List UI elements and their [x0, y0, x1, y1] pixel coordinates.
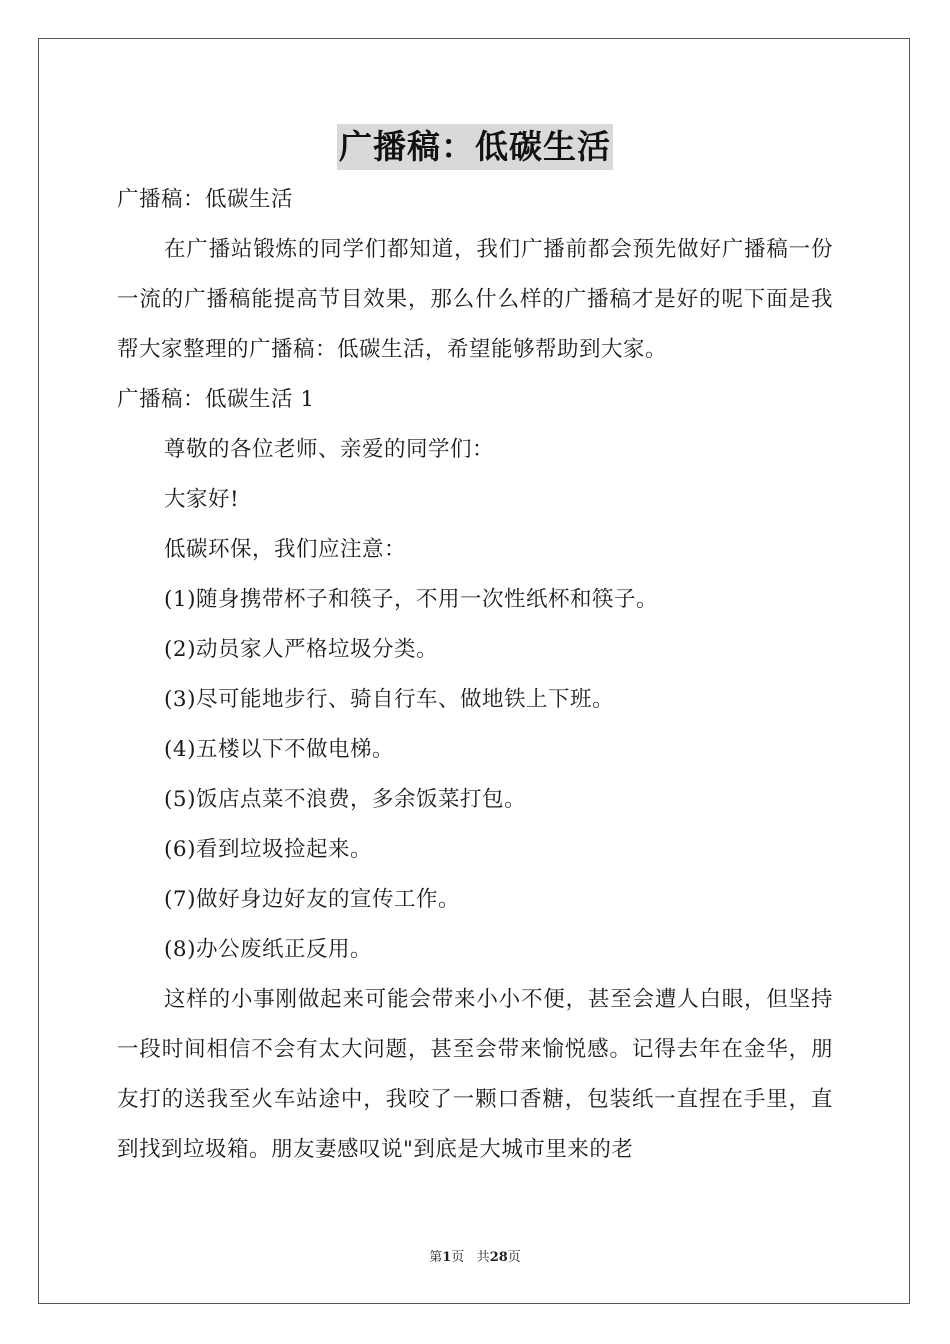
- body-paragraph: 这样的小事刚做起来可能会带来小小不便，甚至会遭人白眼，但坚持一段时间相信不会有太大问题，甚至会带来愉悦感。记得去年在金华，朋友打的送我至火车站途中，我咬了一颗口香糖，包装纸一直捏在手里，直到找到垃圾箱。朋友妻感叹说"到底是大城市里来的老: [117, 987, 833, 1162]
- document-body: [117, 175, 833, 1175]
- list-item: (7)做好身边好友的宣传工作。: [164, 887, 460, 912]
- total-prefix: 共: [476, 1250, 490, 1265]
- subtitle-paragraph: 广播稿：低碳生活: [117, 187, 294, 212]
- page-prefix: 第: [429, 1250, 443, 1265]
- list-intro: 低碳环保，我们应注意：: [164, 537, 407, 562]
- greeting: 大家好!: [164, 487, 240, 512]
- salutation: 尊敬的各位老师、亲爱的同学们：: [164, 437, 495, 462]
- list-item: (8)办公废纸正反用。: [164, 937, 372, 962]
- page-number: 1: [442, 1250, 452, 1265]
- document-title: 广播稿：低碳生活: [337, 124, 613, 170]
- list-item: (5)饭店点菜不浪费，多余饭菜打包。: [164, 787, 526, 812]
- list-item: (1)随身携带杯子和筷子，不用一次性纸杯和筷子。: [164, 587, 658, 612]
- list-item: (6)看到垃圾捡起来。: [164, 837, 372, 862]
- list-item: (2)动员家人严格垃圾分类。: [164, 637, 438, 662]
- list-item: (4)五楼以下不做电梯。: [164, 737, 394, 762]
- section-heading: 广播稿：低碳生活 1: [117, 387, 315, 412]
- total-pages: 28: [489, 1250, 508, 1265]
- page-suffix: 页: [451, 1250, 465, 1265]
- list-item: (3)尽可能地步行、骑自行车、做地铁上下班。: [164, 687, 614, 712]
- title-container: [0, 124, 950, 170]
- page-footer: [0, 1246, 950, 1265]
- total-suffix: 页: [507, 1250, 521, 1265]
- intro-paragraph: 在广播站锻炼的同学们都知道，我们广播前都会预先做好广播稿一份一流的广播稿能提高节目效果，那么什么样的广播稿才是好的呢下面是我帮大家整理的广播稿：低碳生活，希望能够帮助到大家。: [117, 237, 833, 362]
